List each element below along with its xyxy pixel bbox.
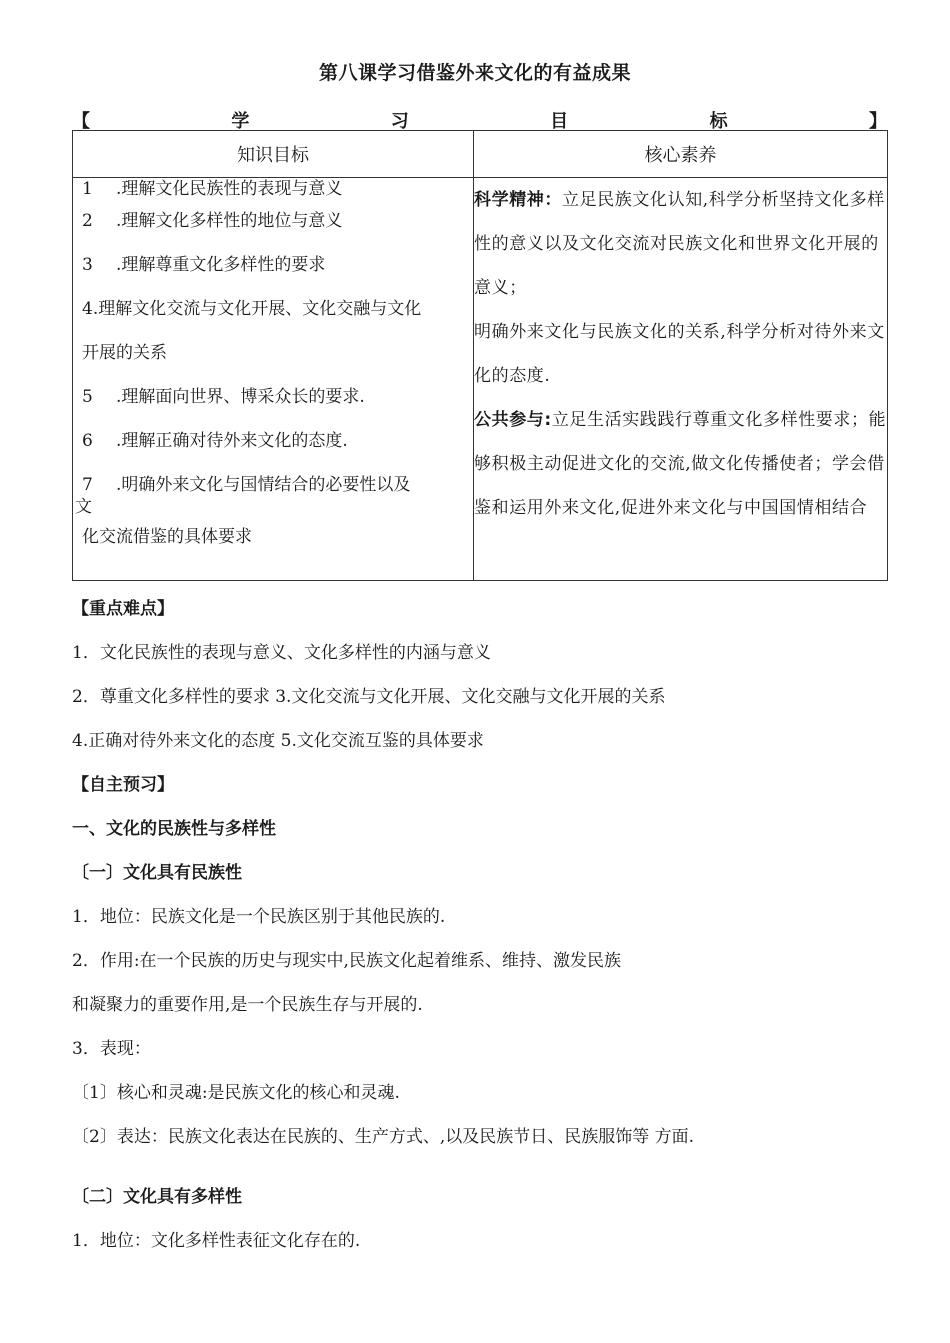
literacy-paragraph: 明确外来文化与民族文化的关系,科学分析对待外来文化的态度. (474, 322, 885, 386)
goals-heading-char: 习 (390, 111, 409, 132)
preview-line: 1．地位：民族文化是一个民族区别于其他民族的. (72, 907, 446, 927)
key-points-heading: 【重点难点】 (72, 599, 174, 619)
preview-line: 2．作用:在一个民族的历史与现实中,民族文化起着维系、维持、激发民族 (72, 951, 621, 971)
preview-line: 1．地位：文化多样性表征文化存在的. (72, 1231, 361, 1251)
knowledge-item: 1 .理解文化民族性的表现与意义 (82, 179, 343, 199)
preview-heading: 【自主预习】 (72, 775, 174, 795)
goals-heading-char: 目 (550, 111, 569, 132)
knowledge-item: 3 .理解尊重文化多样性的要求 (82, 255, 326, 275)
knowledge-item: 7 .明确外来文化与国情结合的必要性以及 (82, 475, 411, 495)
goals-heading-char: 标 (709, 111, 728, 132)
page-title: 第八课学习借鉴外来文化的有益成果 (318, 62, 631, 84)
goals-table-body-row (73, 178, 888, 581)
goals-heading-char: 】 (868, 111, 887, 132)
knowledge-goals-header: 知识目标 (73, 131, 474, 178)
key-point-line: 2．尊重文化多样性的要求 3.文化交流与文化开展、文化交融与文化开展的关系 (72, 687, 666, 707)
key-point-line: 1．文化民族性的表现与意义、文化多样性的内涵与意义 (72, 643, 491, 663)
preview-line: 和凝聚力的重要作用,是一个民族生存与开展的. (72, 995, 423, 1015)
knowledge-item: 化交流借鉴的具体要求 (82, 527, 252, 547)
literacy-paragraph: 公共参与:立足生活实践践行尊重文化多样性要求；能够积极主动促进文化的交流,做文化传播使者；学会借鉴和运用外来文化,促进外来文化与中国国情相结合 (474, 410, 887, 518)
goals-table (72, 130, 888, 581)
subsection-heading: 〔一〕文化具有民族性 (72, 863, 242, 883)
core-literacy-header: 核心素养 (474, 131, 888, 178)
literacy-paragraph: 科学精神：立足民族文化认知,科学分析坚持文化多样性的意义以及文化交流对民族文化和世界文化开展的意义； (474, 190, 885, 298)
learning-goals-heading (72, 108, 887, 132)
goals-heading-char: 【 (72, 111, 90, 132)
preview-line: 3．表现： (72, 1039, 151, 1059)
knowledge-item: 开展的关系 (82, 343, 167, 363)
knowledge-item: 5 .理解面向世界、博采众长的要求. (82, 387, 365, 407)
key-point-line: 4.正确对待外来文化的态度 5.文化交流互鉴的具体要求 (72, 731, 484, 751)
subsection-heading: 〔二〕文化具有多样性 (72, 1187, 242, 1207)
goals-heading-char: 学 (231, 111, 250, 132)
goals-table-header-row (73, 131, 888, 178)
knowledge-item: 6 .理解正确对待外来文化的态度. (82, 431, 348, 451)
section-heading: 一、文化的民族性与多样性 (72, 819, 276, 839)
knowledge-item: 2 .理解文化多样性的地位与意义 (82, 211, 343, 231)
preview-line: 〔2〕表达：民族文化表达在民族的、生产方式、,以及民族节日、民族服饰等 方面. (72, 1127, 695, 1147)
knowledge-item: 4.理解文化交流与文化开展、文化交融与文化 (82, 299, 422, 319)
knowledge-goals-cell (73, 178, 474, 581)
core-literacy-cell (474, 178, 888, 581)
preview-line: 〔1〕核心和灵魂:是民族文化的核心和灵魂. (72, 1083, 400, 1103)
knowledge-item: 文 (75, 497, 92, 517)
